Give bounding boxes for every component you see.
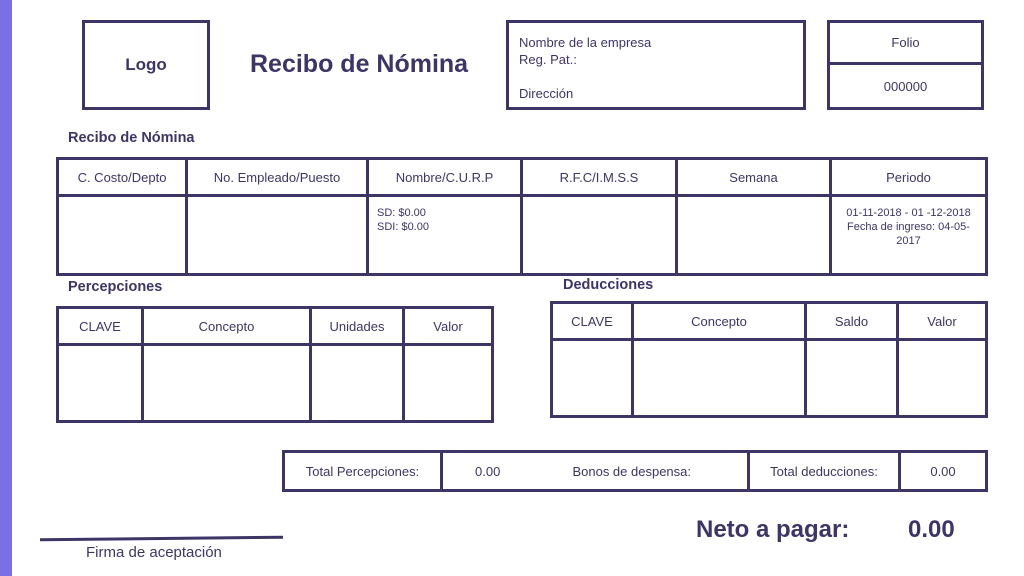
neto-value: 0.00 <box>908 516 955 543</box>
logo-placeholder <box>82 20 210 110</box>
bonos-despensa-label: Bonos de despensa: <box>572 463 691 479</box>
folio-value: 000000 <box>883 78 928 94</box>
percepciones-bonos-cell <box>442 452 749 491</box>
table-header-row <box>552 303 987 340</box>
folio-box <box>827 20 984 110</box>
total-percepciones-value: 0.00 <box>475 463 501 479</box>
column-header: Periodo <box>831 159 987 196</box>
cost-center-cell <box>58 196 187 275</box>
percepciones-table <box>56 306 494 423</box>
column-header: Concepto <box>143 308 311 345</box>
company-reg-label: Reg. Pat.: <box>519 52 577 67</box>
name-curp-cell <box>368 196 522 275</box>
column-header: CLAVE <box>58 308 143 345</box>
total-deducciones-value: 0.00 <box>900 452 987 491</box>
column-header: Valor <box>898 303 987 340</box>
column-header: Saldo <box>806 303 898 340</box>
total-deducciones-label: Total deducciones: <box>749 452 900 491</box>
column-header: C. Costo/Depto <box>58 159 187 196</box>
column-header: No. Empleado/Puesto <box>187 159 368 196</box>
totals-table <box>282 450 988 492</box>
sd-value: SD: $0.00 <box>377 207 426 219</box>
table-row <box>552 340 987 417</box>
company-name-label: Nombre de la empresa <box>519 35 652 50</box>
table-header-row <box>58 159 987 196</box>
employee-info-table <box>56 157 988 276</box>
column-header: Unidades <box>311 308 404 345</box>
table-row <box>284 452 987 491</box>
document-title: Recibo de Nómina <box>250 50 469 78</box>
period-cell <box>831 196 987 275</box>
rfc-imss-cell <box>522 196 677 275</box>
neto-label: Neto a pagar: <box>696 516 850 543</box>
sdi-value: SDI: $0.00 <box>377 221 429 233</box>
column-header: CLAVE <box>552 303 633 340</box>
signature-label: Firma de aceptación <box>86 544 222 561</box>
column-header: Nombre/C.U.R.P <box>368 159 522 196</box>
company-info-box <box>506 20 806 110</box>
deducciones-table <box>550 301 988 418</box>
company-address-label: Dirección <box>519 86 574 101</box>
week-cell <box>677 196 831 275</box>
deducciones-label: Deducciones <box>563 277 654 293</box>
main-section-label: Recibo de Nómina <box>68 130 195 146</box>
column-header: R.F.C/I.M.S.S <box>522 159 677 196</box>
signature-line <box>40 536 283 542</box>
table-row <box>58 196 987 275</box>
column-header: Concepto <box>633 303 806 340</box>
logo-text: Logo <box>125 55 167 74</box>
column-header: Semana <box>677 159 831 196</box>
period-range: 01-11-2018 - 01 -12-2018 <box>846 207 971 219</box>
table-row <box>58 345 493 422</box>
total-percepciones-label: Total Percepciones: <box>284 452 442 491</box>
column-header: Valor <box>404 308 493 345</box>
hire-date: Fecha de ingreso: 04-05-2017 <box>847 221 970 247</box>
left-accent-bar <box>0 0 12 576</box>
employee-number-cell <box>187 196 368 275</box>
table-header-row <box>58 308 493 345</box>
folio-label: Folio <box>830 23 981 65</box>
percepciones-label: Percepciones <box>68 279 163 295</box>
